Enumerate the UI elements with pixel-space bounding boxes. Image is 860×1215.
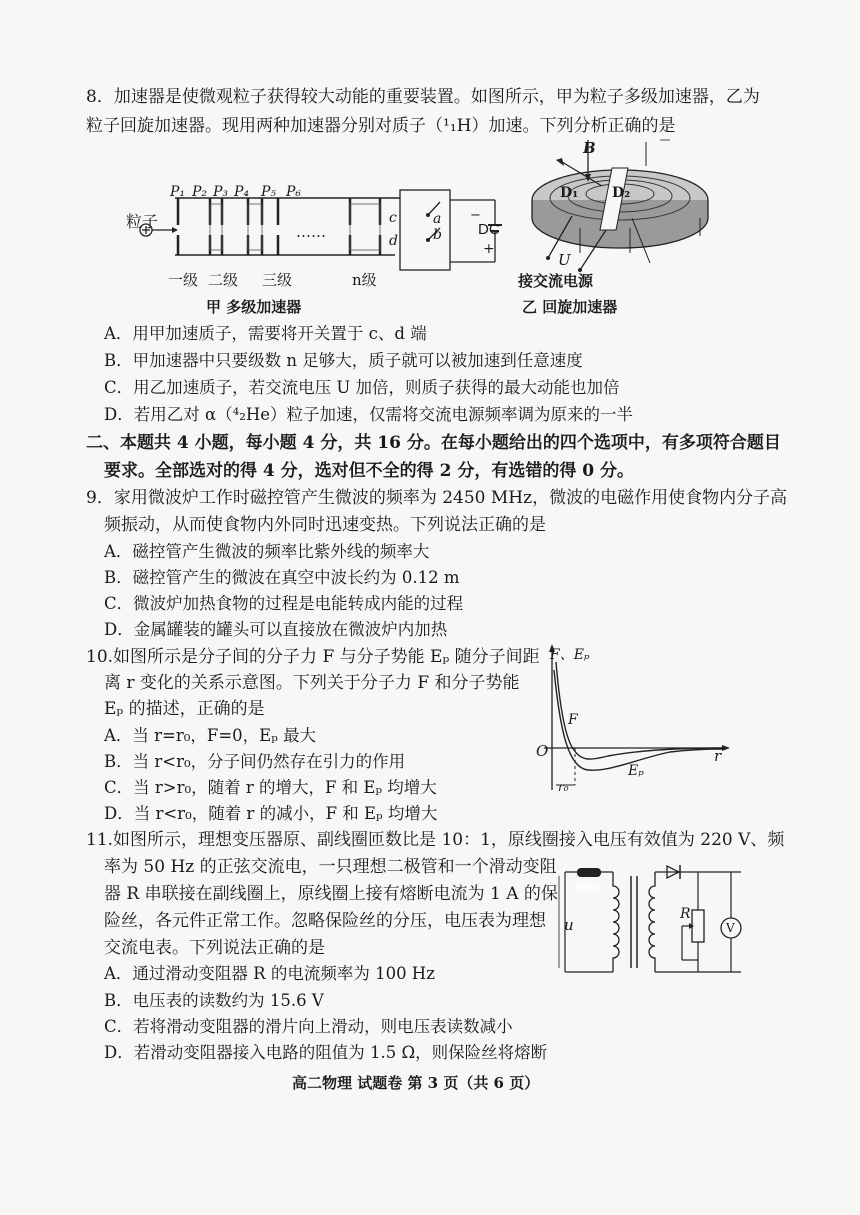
plate-label-p4: P₄: [234, 184, 250, 200]
section2-heading-line1: 二、本题共 4 小题，每小题 4 分，共 16 分。在每小题给出的四个选项中，有多项符合题目: [86, 433, 781, 453]
magnetic-field-label: B: [583, 139, 596, 157]
rheostat-label: R: [680, 906, 691, 922]
switch-label-b: b: [433, 227, 442, 243]
dee-label-d1: D₁: [560, 185, 579, 201]
switch-label-a: a: [433, 211, 442, 227]
fuse-label: 保险丝: [575, 883, 603, 893]
q9-option-a: A．磁控管产生微波的频率比紫外线的频率大: [104, 542, 430, 561]
switch-label-d: d: [389, 233, 398, 249]
q8-option-b: B．甲加速器中只要级数 n 足够大，质子就可以被加速到任意速度: [104, 351, 583, 370]
q8-option-d: D．若用乙对 α（⁴₂He）粒子加速，仅需将交流电源频率调为原来的一半: [104, 405, 633, 424]
q11-stem-line2: 率为 50 Hz 的正弦交流电，一只理想二极管和一个滑动变阻: [104, 857, 557, 877]
figure-yi-caption: 乙 回旋加速器: [522, 298, 618, 316]
q8-stem-line1: 8．加速器是使微观粒子获得较大动能的重要装置。如图所示，甲为粒子多级加速器，乙为: [86, 87, 760, 107]
dee-label-d2: D₂: [612, 185, 631, 201]
q9-option-c: C．微波炉加热食物的过程是电能转成内能的过程: [104, 594, 464, 613]
stage-label-1: 一级: [168, 271, 199, 289]
q11-option-c: C．若将滑动变阻器的滑片向上滑动，则电压表读数减小: [104, 1017, 513, 1036]
q9-option-d: D．金属罐装的罐头可以直接放在微波炉内加热: [104, 620, 448, 639]
q10-option-d: D．当 r<r₀，随着 r 的减小，F 和 Eₚ 均增大: [104, 804, 438, 823]
stage-label-2: 二级: [208, 271, 239, 289]
dc-minus: −: [470, 208, 481, 223]
q10-stem-line1: 10.如图所示是分子间的分子力 F 与分子势能 Eₚ 随分子间距: [86, 647, 540, 667]
switch-label-c: c: [389, 210, 397, 226]
q10-option-c: C．当 r>r₀，随着 r 的增大，F 和 Eₚ 均增大: [104, 778, 437, 797]
plate-label-p2: P₂: [192, 184, 208, 200]
q10-option-b: B．当 r<r₀，分子间仍然存在引力的作用: [104, 752, 406, 771]
q11-option-a: A．通过滑动变阻器 R 的电流频率为 100 Hz: [104, 964, 435, 983]
q10-stem-line3: Eₚ 的描述，正确的是: [104, 699, 265, 719]
q9-stem-line2: 频振动，从而使食物内外同时迅速变热。下列说法正确的是: [104, 515, 546, 535]
particle-label: 粒子: [126, 214, 159, 231]
q11-stem-line1: 11.如图所示，理想变压器原、副线圈匝数比是 10：1，原线圈接入电压有效值为 220 V、频: [86, 830, 785, 850]
stage-label-n: n级: [352, 271, 377, 289]
q8-stem-line2: 粒子回旋加速器。现用两种加速器分别对质子（¹₁H）加速。下列分析正确的是: [86, 116, 676, 136]
q11-stem-line5: 交流电表。下列说法正确的是: [104, 938, 325, 958]
plate-label-p3: P₃: [213, 184, 229, 200]
dc-plus: +: [483, 241, 495, 257]
graph-r0-label: r₀: [558, 780, 569, 794]
plate-dots: ……: [296, 223, 326, 241]
page-footer: 高二物理 试题卷 第 3 页（共 6 页）: [292, 1074, 540, 1092]
q9-stem-line1: 9．家用微波炉工作时磁控管产生微波的频率为 2450 MHz，微波的电磁作用使食物内分子高: [86, 488, 788, 508]
q11-stem-line3: 器 R 串联接在副线圈上，原线圈上接有熔断电流为 1 A 的保: [104, 884, 558, 904]
q11-stem-line4: 险丝，各元件正常工作。忽略保险丝的分压，电压表为理想: [104, 911, 546, 931]
q11-option-d: D．若滑动变阻器接入电路的阻值为 1.5 Ω，则保险丝将熔断: [104, 1043, 548, 1062]
stage-label-3: 三级: [262, 271, 293, 289]
graph-f-label: F: [568, 712, 578, 728]
q9-option-b: B．磁控管产生的微波在真空中波长约为 0.12 m: [104, 568, 460, 587]
cyclotron-figure: [520, 138, 720, 283]
graph-y-label: F、Eₚ: [550, 647, 590, 663]
graph-x-label: r: [714, 747, 722, 765]
plate-label-p6: P₆: [286, 184, 302, 200]
section2-heading-line2: 要求。全部选对的得 4 分，选对但不全的得 2 分，有选错的得 0 分。: [104, 461, 634, 481]
q8-option-a: A．用甲加速质子，需要将开关置于 c、d 端: [104, 324, 427, 343]
voltmeter-label: V: [726, 921, 735, 935]
voltage-u-label: U: [558, 251, 571, 269]
dc-label: DC: [478, 221, 500, 238]
plate-label-p1: P₁: [170, 184, 186, 200]
graph-origin-label: O: [536, 742, 549, 760]
q10-stem-line2: 离 r 变化的关系示意图。下列关于分子力 F 和分子势能: [104, 673, 520, 693]
circuit-u-label: u: [564, 916, 574, 934]
graph-ep-label: Eₚ: [628, 763, 644, 779]
q11-option-b: B．电压表的读数约为 15.6 V: [104, 991, 324, 1010]
q8-option-c: C．用乙加速质子，若交流电压 U 加倍，则质子获得的最大动能也加倍: [104, 378, 620, 397]
figure-jia-caption: 甲 多级加速器: [206, 298, 302, 316]
q10-option-a: A．当 r=r₀，F=0，Eₚ 最大: [104, 726, 317, 745]
ac-source-label: 接交流电源: [518, 272, 594, 290]
plate-label-p5: P₅: [261, 184, 277, 200]
